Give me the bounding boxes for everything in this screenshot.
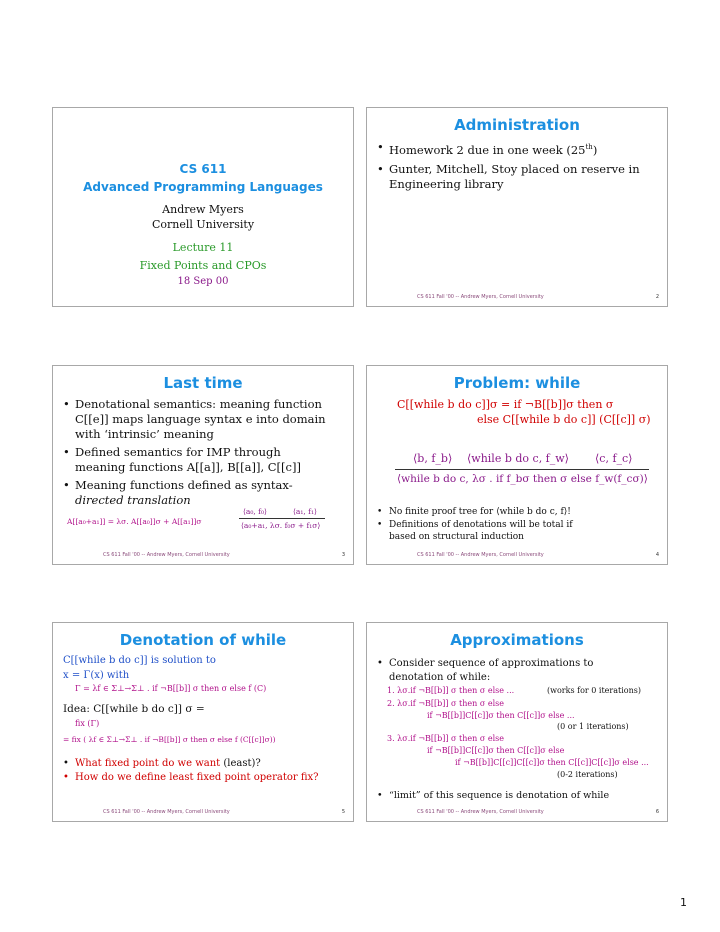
lecture-topic: Fixed Points and CPOs: [139, 259, 267, 272]
course-code: CS 611: [179, 162, 227, 176]
rule-line: [239, 518, 325, 519]
slide-6: [366, 622, 668, 822]
institution: Cornell University: [151, 218, 255, 231]
bullet-homework: • Homework 2 due in one week (25th): [377, 140, 659, 158]
rule-conclusion: ⟨a₀+a₁, λσ. f₀σ + f₁σ⟩: [241, 521, 321, 530]
bullet-no-finite-tree: • No finite proof tree for ⟨while b do c, f⟩!: [377, 506, 661, 518]
approx-1-note: (works for 0 iterations): [547, 686, 641, 695]
bullet-fix-operator: • How do we define least fixed point operator fix?: [63, 771, 347, 784]
while-equation-line-1: C[[while b do c]]σ = if ¬B[[b]]σ then σ: [397, 398, 614, 411]
bullet-sequence: • Consider sequence of approximations to denotation of while:: [377, 657, 661, 685]
bullet-limit: • “limit” of this sequence is denotation of while: [377, 790, 663, 802]
slide-footer: CS 611 Fall '00 -- Andrew Myers, Cornell University 6: [417, 809, 659, 815]
approx-2-note: (0 or 1 iterations): [557, 722, 629, 731]
idea-line: Idea: C[[while b do c]] σ =: [63, 703, 205, 715]
approx-2-line-1: 2. λσ.if ¬B[[b]] σ then σ else: [387, 699, 504, 708]
slide-3: [52, 365, 354, 565]
premise-c: ⟨c, f_c⟩: [595, 452, 633, 465]
conclusion: ⟨while b do c, λσ . if f_bσ then σ else f_w(f_cσ)⟩: [397, 473, 648, 485]
approx-1: 1. λσ.if ¬B[[b]] σ then σ else ...: [387, 686, 515, 695]
bullet-total: • Definitions of denotations will be total if based on structural induction: [377, 519, 661, 543]
page-number: 1: [680, 896, 687, 909]
fixed-point-equation: x = Γ(x) with: [63, 670, 130, 681]
slide-title: Problem: while: [453, 374, 581, 392]
approx-3-line-3: if ¬B[[b]]C[[c]]C[[c]]σ then C[[c]]C[[c]]σ else ...: [455, 758, 649, 767]
while-equation-line-2: else C[[while b do c]] (C[[c]] σ): [477, 413, 651, 426]
slide-title: Administration: [454, 116, 580, 134]
slide-4: [366, 365, 668, 565]
fix-gamma: fix (Γ): [75, 719, 100, 728]
bullet-list: [63, 397, 347, 512]
bullet-reserve: • Gunter, Mitchell, Stoy placed on reserve in Engineering library: [377, 162, 659, 192]
premise-b: ⟨b, f_b⟩: [413, 452, 453, 465]
fix-expansion: = fix ( λf ∈ Σ⊥→Σ⊥ . if ¬B[[b]] σ then σ else f (C[[c]]σ)): [63, 735, 276, 744]
slide-footer: CS 611 Fall '00 -- Andrew Myers, Cornell University 2: [417, 294, 659, 300]
bullet-list-2: [377, 790, 663, 806]
bullet-syntax-directed: • Meaning functions defined as syntax- directed translation: [63, 478, 347, 508]
slide-footer: CS 611 Fall '00 -- Andrew Myers, Cornell University 5: [103, 809, 345, 815]
slide-2: [366, 107, 668, 307]
solution-line: C[[while b do c]] is solution to: [63, 655, 216, 666]
bullet-which-fixed-point: • What fixed point do we want (least)?: [63, 757, 347, 770]
author: Andrew Myers: [162, 203, 244, 216]
rule-equation: A[[a₀+a₁]] = λσ. A[[a₀]]σ + A[[a₁]]σ: [67, 517, 202, 526]
lecture-number: Lecture 11: [172, 241, 234, 254]
approx-2-line-2: if ¬B[[b]]C[[c]]σ then C[[c]]σ else ...: [427, 711, 575, 720]
bullet-list: [63, 757, 347, 788]
lecture-date: 18 Sep 00: [177, 276, 229, 287]
bullet-imp: • Defined semantics for IMP through meaning functions A[[a]], B[[a]], C[[c]]: [63, 445, 347, 475]
approx-3-line-2: if ¬B[[b]]C[[c]]σ then C[[c]]σ else: [427, 746, 565, 755]
rule-premise-2: ⟨a₁, f₁⟩: [293, 507, 317, 516]
slide-title: Last time: [163, 374, 243, 392]
gamma-definition: Γ = λf ∈ Σ⊥→Σ⊥ . if ¬B[[b]] σ then σ else f (C): [75, 684, 267, 693]
slide-5: [52, 622, 354, 822]
bullet-list: [377, 506, 661, 547]
bullet-list: [377, 657, 661, 689]
rule-line: [395, 469, 649, 470]
slide-title: Denotation of while: [119, 631, 287, 649]
premise-while: ⟨while b do c, f_w⟩: [467, 452, 569, 465]
slide-footer: CS 611 Fall '00 -- Andrew Myers, Cornell University 4: [417, 552, 659, 558]
slide-footer: CS 611 Fall '00 -- Andrew Myers, Cornell University 3: [103, 552, 345, 558]
approx-3-line-1: 3. λσ.if ¬B[[b]] σ then σ else: [387, 734, 504, 743]
bullet-denotational: • Denotational semantics: meaning function C[[e]] maps language syntax e into domain with ‘intrinsic’ meaning: [63, 397, 347, 442]
approx-3-note: (0-2 iterations): [557, 770, 618, 779]
slide-title: Approximations: [450, 631, 584, 649]
course-title: Advanced Programming Languages: [83, 180, 323, 194]
bullet-list: [377, 140, 659, 196]
rule-premise-1: ⟨a₀, f₀⟩: [243, 507, 267, 516]
slide-1: [52, 107, 354, 307]
